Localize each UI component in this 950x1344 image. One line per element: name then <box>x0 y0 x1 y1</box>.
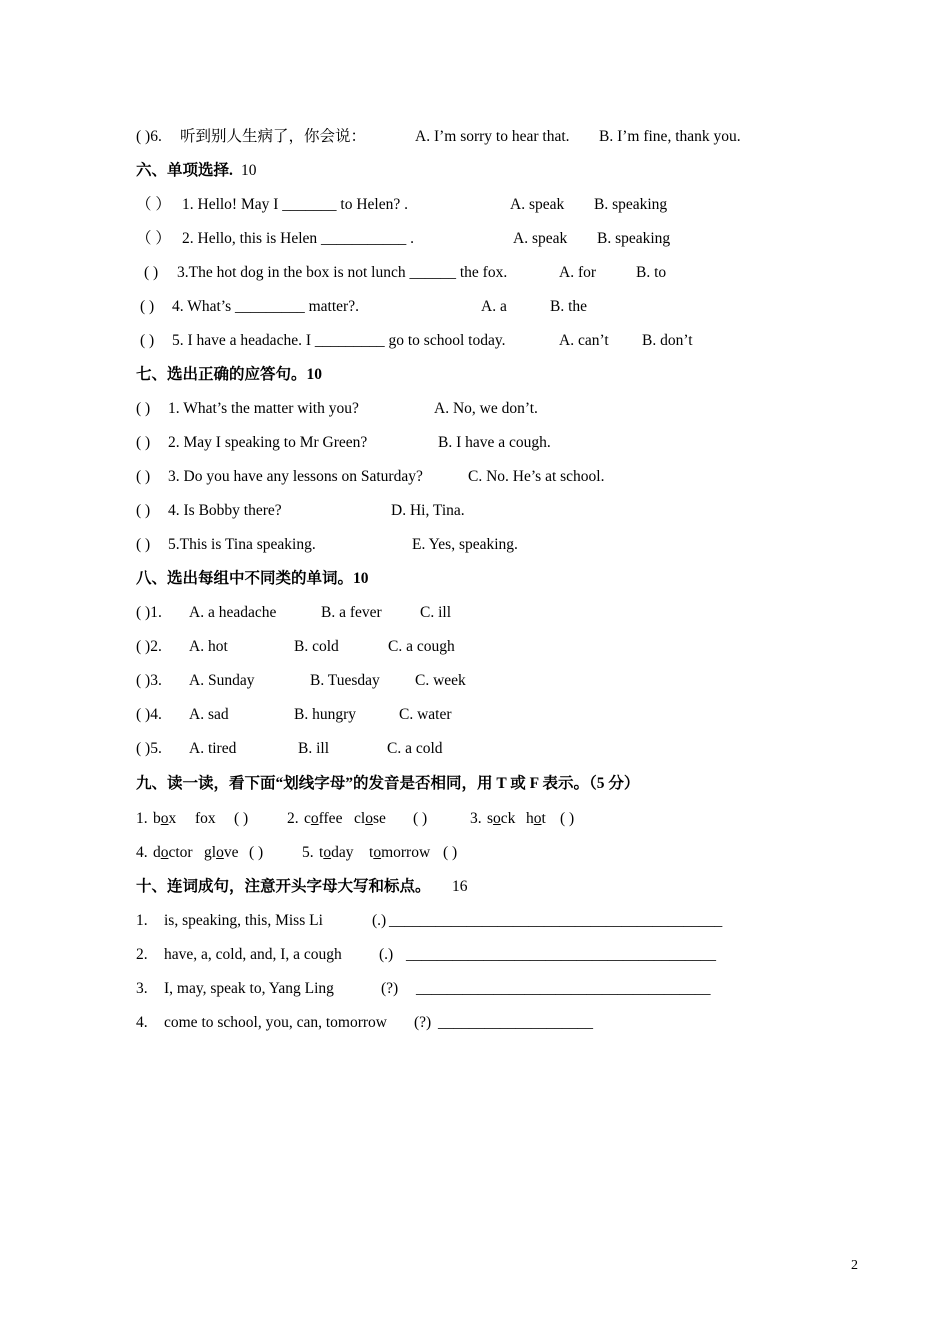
word-underlined: close <box>354 810 386 827</box>
page-number: 2 <box>851 1258 858 1273</box>
mc-item: （ ） 2. Hello, this is Helen ___________ . A. speak B. speaking <box>136 230 671 247</box>
mc-item: ( ) 5. I have a headache. I _________ go to school today. A. can’t B. don’t <box>140 332 693 349</box>
word-underlined: doctor <box>153 844 193 861</box>
word-underlined: tomorrow <box>369 844 431 861</box>
answer-paren: ( )6. <box>136 128 162 145</box>
answer-line[interactable]: ________________________________________ <box>406 946 716 963</box>
section-6-title: 六、单项选择. 10 <box>136 162 257 179</box>
phonics-row: 4. doctor glove ( ) 5. today tomorrow ( ) <box>136 844 458 861</box>
answer-line[interactable]: ____________________ <box>438 1014 593 1031</box>
odd-one-out-item: ( )5. A. tired B. ill C. a cold <box>136 740 443 757</box>
section-8-title: 八、选出每组中不同类的单词。10 <box>136 570 369 587</box>
phonics-row: 1. box fox ( ) 2. coffee close ( ) 3. sock hot ( ) <box>136 810 575 827</box>
match-item: ( ) 1. What’s the matter with you? A. No, we don’t. <box>136 400 538 417</box>
word-underlined: glove <box>204 844 239 861</box>
option-a: A. I’m sorry to hear that. <box>415 128 570 145</box>
answer-line[interactable]: ______________________________________ <box>416 980 711 997</box>
match-item: ( ) 4. Is Bobby there? D. Hi, Tina. <box>136 502 465 519</box>
option-b: B. I’m fine, thank you. <box>599 128 741 145</box>
answer-line[interactable]: ___________________________________________ <box>389 912 723 929</box>
sentence-item: 3. I, may, speak to, Yang Ling (?) ______________________________________ <box>136 980 711 997</box>
section-9-title: 九、读一读，看下面“划线字母”的发音是否相同，用 T 或 F 表示。（5 分） <box>136 775 640 792</box>
mc-item: （ ） 1. Hello! May I _______ to Helen? . A. speak B. speaking <box>136 196 668 213</box>
sentence-item: 1. is, speaking, this, Miss Li (.) ___________________________________________ <box>136 912 723 929</box>
word-underlined: hot <box>526 810 546 827</box>
sentence-item: 4. come to school, you, can, tomorrow (?) ____________________ <box>136 1014 593 1031</box>
question-text: 听到别人生病了，你会说： <box>180 128 367 145</box>
word-underlined: coffee <box>304 810 343 827</box>
mc-item: ( ) 4. What’s _________ matter?. A. a B. the <box>140 298 588 315</box>
word-underlined: box <box>153 810 177 827</box>
odd-one-out-item: ( )1. A. a headache B. a fever C. ill <box>136 604 452 621</box>
odd-one-out-item: ( )2. A. hot B. cold C. a cough <box>136 638 455 655</box>
section-7-title: 七、选出正确的应答句。10 <box>136 366 323 383</box>
odd-one-out-item: ( )3. A. Sunday B. Tuesday C. week <box>136 672 466 689</box>
odd-one-out-item: ( )4. A. sad B. hungry C. water <box>136 706 452 723</box>
mc-item: ( ) 3.The hot dog in the box is not lunch ______ the fox. A. for B. to <box>144 264 667 281</box>
word-underlined: today <box>319 844 354 861</box>
word-underlined: sock <box>487 810 516 827</box>
match-item: ( ) 3. Do you have any lessons on Saturday? C. No. He’s at school. <box>136 468 605 485</box>
match-item: ( ) 2. May I speaking to Mr Green? B. I have a cough. <box>136 434 551 451</box>
sentence-item: 2. have, a, cold, and, I, a cough (.) ________________________________________ <box>136 946 716 963</box>
section-10-title: 十、连词成句，注意开头字母大写和标点。 16 <box>136 878 468 895</box>
match-item: ( ) 5.This is Tina speaking. E. Yes, speaking. <box>136 536 518 553</box>
